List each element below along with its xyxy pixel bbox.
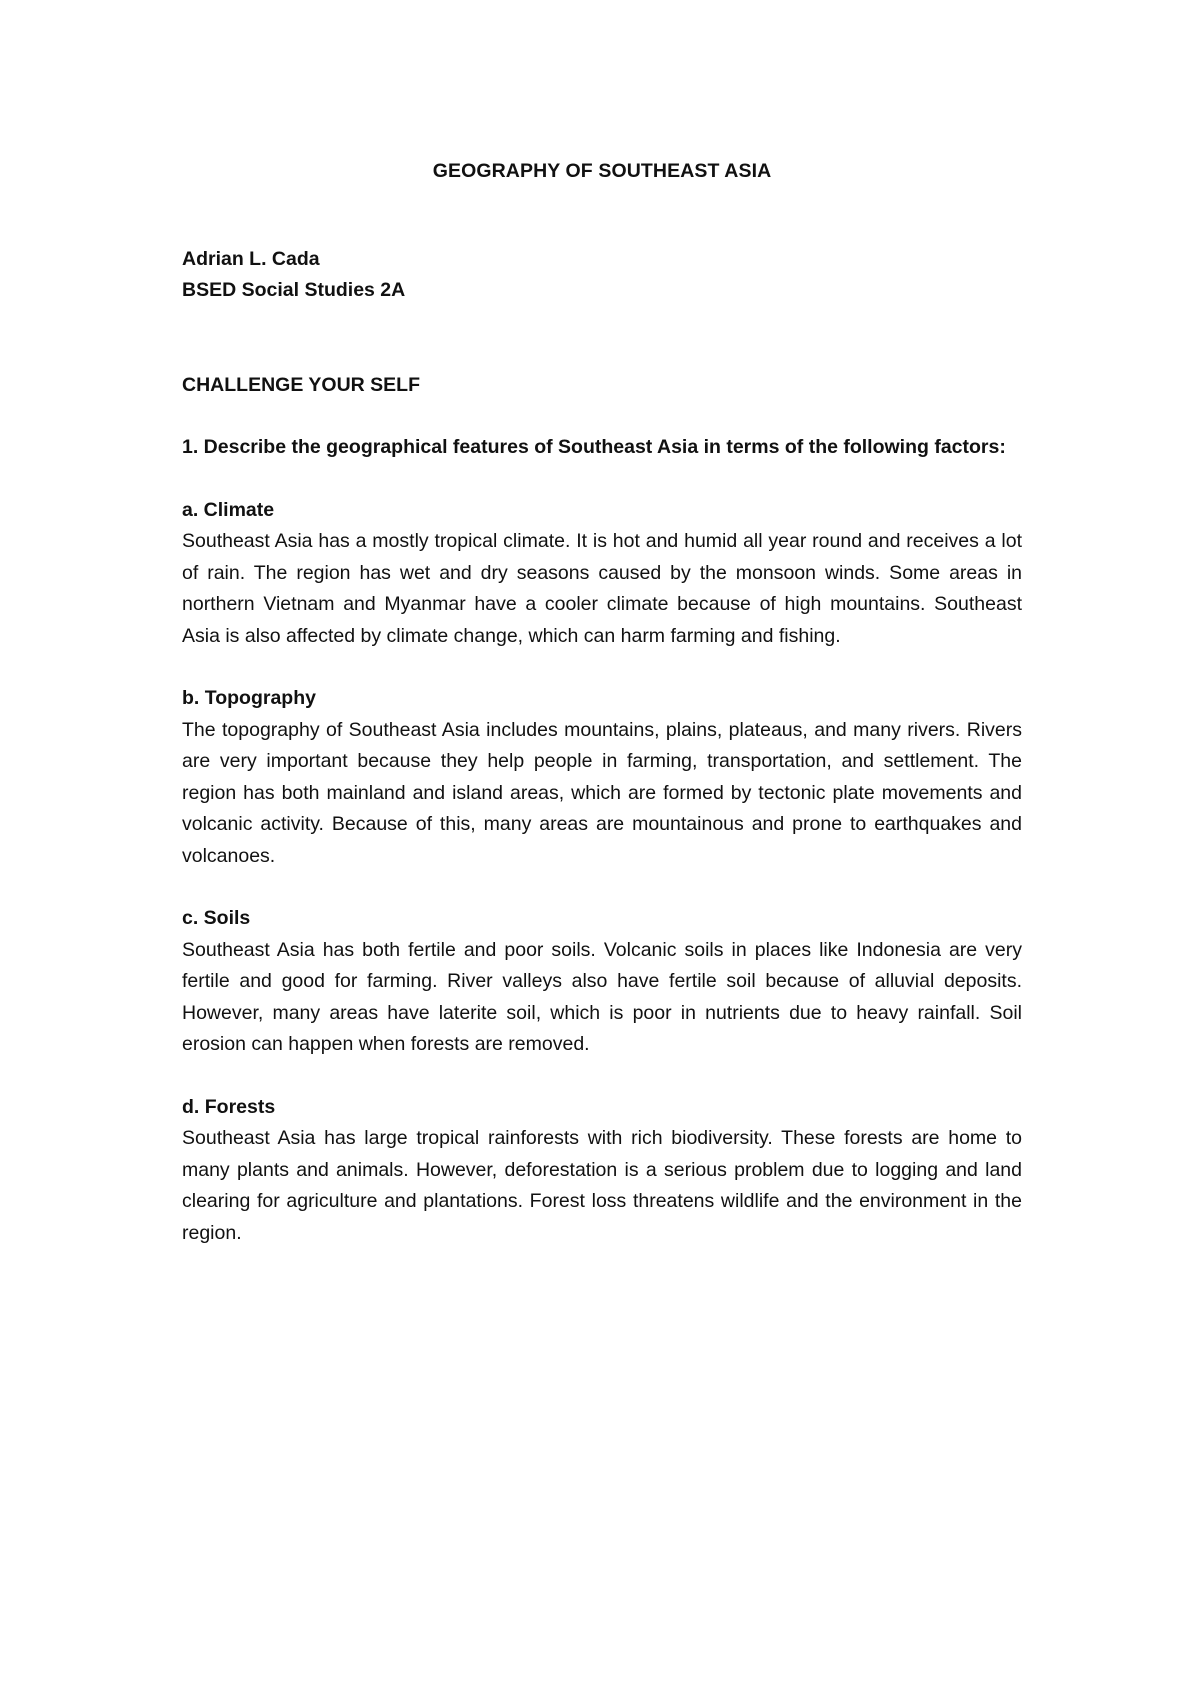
section-forests	[182, 1092, 1022, 1250]
section-heading: b. Topography	[182, 687, 316, 709]
document-title: GEOGRAPHY OF SOUTHEAST ASIA	[432, 160, 772, 182]
document-content	[182, 156, 1022, 1249]
section-body: Southeast Asia has a mostly tropical climate. It is hot and humid all year round and receives a lot of rain. The region has wet and dry seasons caused by the monsoon winds. Some areas in northern Vietnam and Myanmar have a cooler climate because of high mountains. Southeast Asia is also affected by climate change, which can harm farming and fishing.	[182, 530, 1022, 647]
course-name: BSED Social Studies 2A	[182, 279, 406, 301]
section-climate	[182, 495, 1022, 653]
section-soils	[182, 903, 1022, 1061]
challenge-heading: CHALLENGE YOUR SELF	[182, 373, 420, 396]
section-topography	[182, 683, 1022, 872]
section-heading: c. Soils	[182, 907, 251, 929]
author-name: Adrian L. Cada	[182, 247, 320, 270]
section-heading: d. Forests	[182, 1095, 276, 1118]
section-heading: a. Climate	[182, 498, 275, 521]
section-body: The topography of Southeast Asia includes mountains, plains, plateaus, and many rivers. Rivers are very important because they help people in farming, transportation, and settlement. The region has both mainland and island areas, which are formed by tectonic plate movements and volcanic activity. Because of this, many areas are mountainous and prone to earthquakes and volcanoes.	[182, 718, 1022, 867]
author-block	[182, 244, 1022, 307]
question-text: 1. Describe the geographical features of Southeast Asia in terms of the following factors:	[182, 436, 1006, 458]
section-body: Southeast Asia has both fertile and poor soils. Volcanic soils in places like Indonesia are very fertile and good for farming. River valleys also have fertile soil because of alluvial deposits. However, many areas have laterite soil, which is poor in nutrients due to heavy rainfall. Soil erosion can happen when forests are removed.	[182, 938, 1022, 1055]
section-body: Southeast Asia has large tropical rainforests with rich biodiversity. These forests are home to many plants and animals. However, deforestation is a serious problem due to logging and land clearing for agriculture and plantations. Forest loss threatens wildlife and the environment in the region.	[182, 1127, 1022, 1244]
